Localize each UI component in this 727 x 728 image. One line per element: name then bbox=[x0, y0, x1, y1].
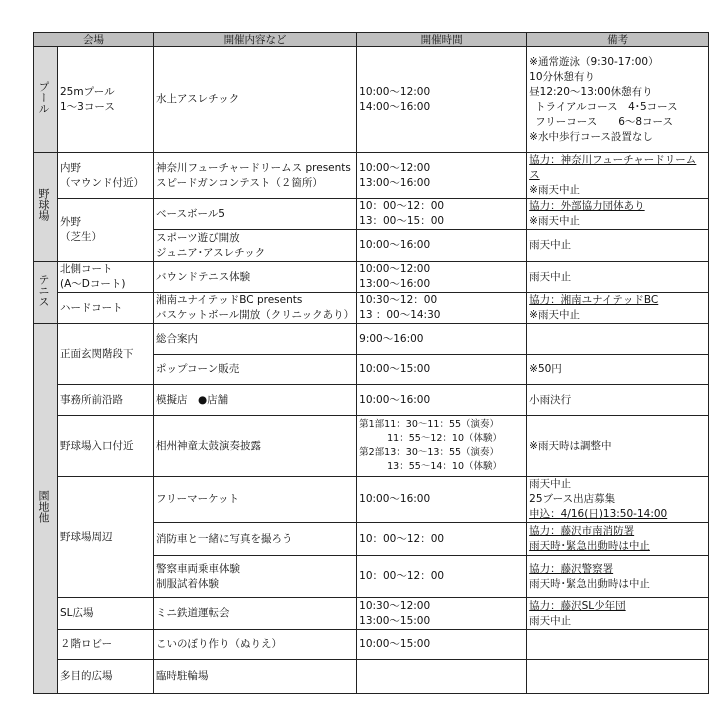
note-line: ※水中歩行コース設置なし bbox=[529, 130, 653, 143]
notes-cell bbox=[527, 556, 709, 598]
section-pool bbox=[34, 47, 58, 153]
time-cell: 10:30～12:00 13:00～15:00 bbox=[357, 598, 527, 630]
table-row bbox=[34, 477, 709, 523]
time-cell bbox=[357, 416, 527, 477]
time-cell: 10:30～12：00 13 ：00～14:30 bbox=[357, 293, 527, 324]
notes-cell bbox=[527, 630, 709, 660]
header-notes: 備考 bbox=[527, 33, 709, 47]
venue-cell: 野球場周辺 bbox=[58, 477, 154, 598]
content-cell: スポーツ遊び開放 ジュニア･アスレチック bbox=[154, 230, 357, 262]
time-line: 第2部13：30～13：55（演奏） bbox=[359, 447, 500, 458]
table-row bbox=[34, 416, 709, 477]
content-cell: 臨時駐輪場 bbox=[154, 660, 357, 694]
time-cell: 9:00～16:00 bbox=[357, 324, 527, 355]
note-line: 協力：神奈川フューチャードリームス bbox=[529, 154, 697, 181]
table-row bbox=[34, 262, 709, 293]
note-line: トライアルコース 4･5コース bbox=[535, 100, 678, 113]
content-cell: 警察車両乗車体験 制服試着体験 bbox=[154, 556, 357, 598]
time-cell: 10:00～15:00 bbox=[357, 630, 527, 660]
table-row bbox=[34, 47, 709, 153]
venue-cell: 25mプール 1～3コース bbox=[58, 47, 154, 153]
time-cell: 10：00～12：00 13：00～15：00 bbox=[357, 199, 527, 230]
time-cell: 10:00～16:00 bbox=[357, 230, 527, 262]
table-row bbox=[34, 199, 709, 230]
section-label: 園地他 bbox=[37, 489, 50, 523]
note-line: 申込：4/16(日)13:50-14:00 bbox=[529, 508, 668, 520]
table-row bbox=[34, 660, 709, 694]
time-line: 11：55～12：10（体験） bbox=[387, 433, 502, 444]
time-cell: 10:00～15:00 bbox=[357, 355, 527, 385]
note-line: 協力：湘南ユナイテッドBC bbox=[529, 294, 659, 306]
note-line: ※通常遊泳（9:30-17:00） bbox=[529, 55, 659, 68]
venue-cell: ２階ロビー bbox=[58, 630, 154, 660]
content-cell: 湘南ユナイテッドBC presents バスケットボール開放（クリニックあり） bbox=[154, 293, 357, 324]
notes-cell bbox=[527, 153, 709, 199]
notes-cell: 雨天中止 bbox=[527, 262, 709, 293]
content-cell: 模擬店 ●店舗 bbox=[154, 385, 357, 416]
note-line: ※雨天中止 bbox=[529, 309, 580, 321]
note-line: 25ブース出店募集 bbox=[529, 493, 616, 505]
note-line: 雨天中止 bbox=[529, 478, 572, 490]
content-cell: 相州神童太鼓演奏披露 bbox=[154, 416, 357, 477]
venue-cell: 内野 （マウンド付近） bbox=[58, 153, 154, 199]
note-line: 10分休憩有り bbox=[529, 70, 596, 83]
note-line: 雨天中止 bbox=[529, 614, 572, 627]
note-line: 雨天時･緊急出動時は中止 bbox=[529, 540, 650, 552]
venue-cell: 正面玄関階段下 bbox=[58, 324, 154, 385]
section-tennis bbox=[34, 262, 58, 324]
content-cell: こいのぼり作り（ぬりえ） bbox=[154, 630, 357, 660]
time-cell bbox=[357, 660, 527, 694]
table-row bbox=[34, 153, 709, 199]
content-cell: 総合案内 bbox=[154, 324, 357, 355]
content-cell: 水上アスレチック bbox=[154, 47, 357, 153]
note-line: 昼12:20～13:00休憩有り bbox=[529, 85, 653, 98]
content-cell: 神奈川フューチャードリームス presents スピードガンコンテスト（２箇所） bbox=[154, 153, 357, 199]
venue-cell: 多目的広場 bbox=[58, 660, 154, 694]
section-baseball bbox=[34, 153, 58, 262]
header-content: 開催内容など bbox=[154, 33, 357, 47]
notes-cell bbox=[527, 598, 709, 630]
time-cell: 10:00～12:00 13:00～16:00 bbox=[357, 153, 527, 199]
table-row bbox=[34, 630, 709, 660]
header-venue: 会場 bbox=[34, 33, 154, 47]
note-line: 協力：藤沢警察署 bbox=[529, 562, 614, 575]
notes-cell bbox=[527, 523, 709, 556]
note-line: 雨天時･緊急出動時は中止 bbox=[529, 577, 650, 590]
section-label: 野球場 bbox=[37, 188, 50, 221]
notes-cell: ※50円 bbox=[527, 355, 709, 385]
content-cell: 消防車と一緒に写真を撮ろう bbox=[154, 523, 357, 556]
note-line: フリーコース 6～8コース bbox=[535, 115, 674, 128]
table-row bbox=[34, 324, 709, 355]
time-cell: 10：00～12：00 bbox=[357, 556, 527, 598]
header-row bbox=[34, 33, 709, 47]
content-cell: ベースボール5 bbox=[154, 199, 357, 230]
venue-cell: 北側コート (A～Dコート) bbox=[58, 262, 154, 293]
notes-cell bbox=[527, 293, 709, 324]
notes-cell bbox=[527, 477, 709, 523]
event-schedule-table bbox=[33, 32, 709, 694]
time-cell: 10：00～12：00 bbox=[357, 523, 527, 556]
notes-cell bbox=[527, 660, 709, 694]
content-cell: バウンドテニス体験 bbox=[154, 262, 357, 293]
content-cell: ミニ鉄道運転会 bbox=[154, 598, 357, 630]
content-cell: ポップコーン販売 bbox=[154, 355, 357, 385]
venue-cell: ハードコート bbox=[58, 293, 154, 324]
note-line: ※雨天中止 bbox=[529, 215, 580, 227]
notes-cell bbox=[527, 47, 709, 153]
section-label: プール bbox=[37, 80, 50, 114]
table-row bbox=[34, 385, 709, 416]
content-cell: フリーマーケット bbox=[154, 477, 357, 523]
notes-cell: ※雨天時は調整中 bbox=[527, 416, 709, 477]
header-time: 開催時間 bbox=[357, 33, 527, 47]
note-line: 協力：外部協力団体あり bbox=[529, 200, 645, 212]
venue-cell: 外野 （芝生） bbox=[58, 199, 154, 262]
time-line: 13：55～14：10（体験） bbox=[387, 461, 502, 472]
table-row bbox=[34, 598, 709, 630]
section-other bbox=[34, 324, 58, 694]
time-line: 第1部11：30～11：55（演奏） bbox=[359, 419, 500, 430]
time-cell: 10:00～12:00 13:00～16:00 bbox=[357, 262, 527, 293]
table-row bbox=[34, 293, 709, 324]
notes-cell: 雨天中止 bbox=[527, 230, 709, 262]
section-label: テニス bbox=[37, 273, 50, 307]
venue-cell: 事務所前沿路 bbox=[58, 385, 154, 416]
note-line: ※雨天中止 bbox=[529, 184, 580, 196]
note-line: 協力：藤沢SL少年団 bbox=[529, 599, 626, 612]
notes-cell bbox=[527, 199, 709, 230]
notes-cell bbox=[527, 324, 709, 355]
time-cell: 10:00～12:00 14:00～16:00 bbox=[357, 47, 527, 153]
venue-cell: SL広場 bbox=[58, 598, 154, 630]
time-cell: 10:00～16:00 bbox=[357, 477, 527, 523]
notes-cell: 小雨決行 bbox=[527, 385, 709, 416]
note-line: 協力：藤沢市南消防署 bbox=[529, 525, 635, 537]
venue-cell: 野球場入口付近 bbox=[58, 416, 154, 477]
time-cell: 10:00～16:00 bbox=[357, 385, 527, 416]
